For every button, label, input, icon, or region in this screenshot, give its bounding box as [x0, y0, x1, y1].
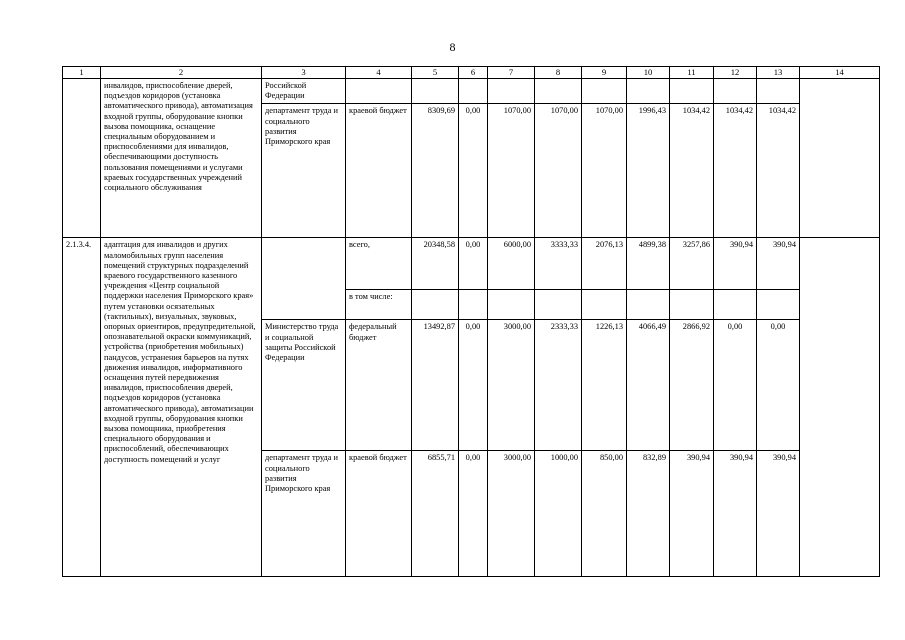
- executor-cell: департамент труда и социального развития Приморского края: [262, 451, 346, 577]
- funding-source: краевой бюджет: [346, 451, 412, 577]
- column-header: 11: [670, 67, 714, 79]
- value-cell: 4066,49: [627, 320, 670, 451]
- column-header: 3: [262, 67, 346, 79]
- column-header: 1: [63, 67, 101, 79]
- column-header: 12: [714, 67, 757, 79]
- value-cell: 1034,42: [714, 104, 757, 238]
- value-cell: 390,94: [757, 238, 800, 290]
- column-header: 8: [535, 67, 582, 79]
- funding-source: краевой бюджет: [346, 104, 412, 238]
- item-code-cell: [63, 79, 101, 238]
- column-header: 2: [101, 67, 262, 79]
- value-cell: 1034,42: [757, 104, 800, 238]
- value-cell: 2333,33: [535, 320, 582, 451]
- table-row: [63, 79, 880, 104]
- value-cell: 0,00: [459, 320, 488, 451]
- executor-cell: департамент труда и социального развития Приморского края: [262, 104, 346, 238]
- column-header: 4: [346, 67, 412, 79]
- funding-source: всего,: [346, 238, 412, 290]
- value-cell: 1070,00: [582, 104, 627, 238]
- executor-cell: [262, 238, 346, 320]
- column-header: 5: [412, 67, 459, 79]
- column-header: 13: [757, 67, 800, 79]
- value-cell: 3000,00: [488, 320, 535, 451]
- value-cell: 1070,00: [488, 104, 535, 238]
- value-cell: 3333,33: [535, 238, 582, 290]
- value-cell: 8309,69: [412, 104, 459, 238]
- value-cell: 390,94: [670, 451, 714, 577]
- value-cell: 20348,58: [412, 238, 459, 290]
- value-cell: 850,00: [582, 451, 627, 577]
- value-cell: 3000,00: [488, 451, 535, 577]
- value-cell: 832,89: [627, 451, 670, 577]
- column-header: 10: [627, 67, 670, 79]
- column-number-row: [63, 67, 880, 79]
- value-cell: 390,94: [714, 451, 757, 577]
- page-number: 8: [449, 40, 456, 54]
- value-cell: 0,00: [459, 104, 488, 238]
- item-description: инвалидов, приспособление дверей, подъездов коридоров (установка автоматического привода), автоматизация входной группы, оборудование кнопки вызова помощника, оснащение специальным оборудованием и приспособлениями для инвалидов, обеспечивающими доступность пользования помещениями и услугами краевых государственных учреждений социального обслуживания: [101, 79, 262, 238]
- value-cell: 1226,13: [582, 320, 627, 451]
- value-cell: 13492,87: [412, 320, 459, 451]
- table-row: [63, 238, 880, 290]
- value-cell: 1996,43: [627, 104, 670, 238]
- column-header: 7: [488, 67, 535, 79]
- value-cell: 6000,00: [488, 238, 535, 290]
- value-cell: 6855,71: [412, 451, 459, 577]
- value-cell: 0,00: [459, 451, 488, 577]
- value-cell: 3257,86: [670, 238, 714, 290]
- value-cell: 1070,00: [535, 104, 582, 238]
- column-header: 14: [800, 67, 880, 79]
- column-header: 6: [459, 67, 488, 79]
- value-cell: 0,00: [757, 320, 800, 451]
- value-cell: 0,00: [714, 320, 757, 451]
- item-description: адаптация для инвалидов и других маломобильных групп населения помещений структурных подразделений краевого государственного казенного учреждения «Центр социальной поддержки населения Приморского края» путем установки осязательных (тактильных), визуальных, звуковых, опорных ориентиров, предупредительной, опознавательной окраски коммуникаций, устройства (приобретения мобильных) пандусов, устранения барьеров на путях движения инвалидов, информативного оснащения путей передвижения инвалидов, приспособления дверей, подъездов коридоров (установка автоматического привода), автоматизации входной группы, оборудования кнопки вызова помощника, приобретения специального оборудования и приспособлений, обеспечивающих доступность помещений и услуг: [101, 238, 262, 577]
- value-cell: 2076,13: [582, 238, 627, 290]
- funding-source: федеральный бюджет: [346, 320, 412, 451]
- executor-cell: Министерство труда и социальной защиты Российской Федерации: [262, 320, 346, 451]
- value-cell: 1000,00: [535, 451, 582, 577]
- item-code-cell: 2.1.3.4.: [63, 238, 101, 577]
- value-cell: 0,00: [459, 238, 488, 290]
- value-cell: 2866,92: [670, 320, 714, 451]
- including-label: в том числе:: [346, 290, 412, 320]
- value-cell: 390,94: [757, 451, 800, 577]
- column-header: 9: [582, 67, 627, 79]
- notes-cell: [800, 79, 880, 238]
- notes-cell: [800, 238, 880, 577]
- value-cell: 1034,42: [670, 104, 714, 238]
- budget-table: [62, 66, 880, 577]
- value-cell: 4899,38: [627, 238, 670, 290]
- value-cell: 390,94: [714, 238, 757, 290]
- executor-cell: Российской Федерации: [262, 79, 346, 104]
